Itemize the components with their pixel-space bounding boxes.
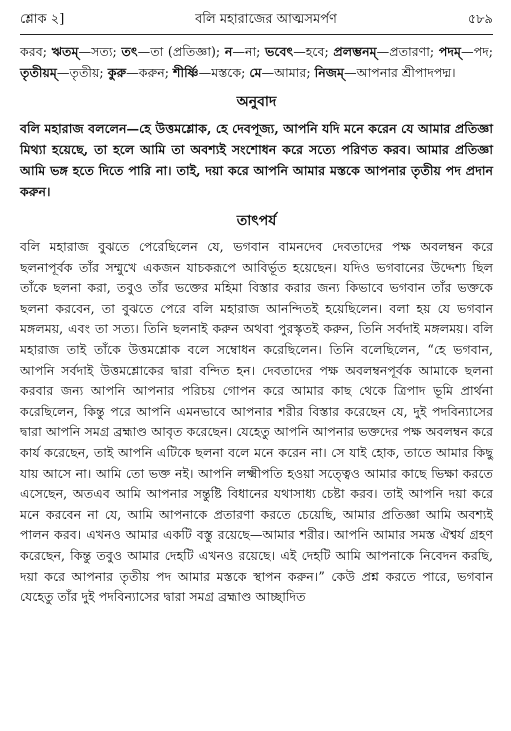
synonym-meaning: করব; <box>20 44 52 59</box>
chapter-title: বলি মহারাজের আত্মসমর্পণ <box>195 12 337 27</box>
synonym-word: শীর্ষ্ণি <box>173 65 199 80</box>
synonym-meaning: —আমার; <box>261 65 315 80</box>
synonym-word: তৎ <box>121 44 138 59</box>
purport-text: বলি মহারাজ বুঝতে পেরেছিলেন যে, ভগবান বামনদেব দেবতাদের পক্ষ অবলম্বন করে ছলনাপূর্বক তাঁর সম্মুখে একজন যাচকরূপে আবির্ভূত হয়েছেন। যদিও ভগবানের উদ্দেশ্য ছিল তাঁকে ছলনা করা, তবুও তাঁর ভক্তের মহিমা বিস্তার করার জন্য কিভাবে ভগবান তাঁর ভক্তকে ছলনা করবেন, তা বুঝতে পেরে বলি মহারাজ আনন্দিতই হয়েছিলেন। বলা হয় যে ভগবান মঙ্গলময়, এবং তা সত্য। তিনি ছলনাই করুন অথবা পুরস্কৃতই করুন, তিনি সর্বদাই মঙ্গলময়। বলি মহারাজ তাই তাঁকে উত্তমশ্লোক বলে সম্বোধন করেছিলেন। তিনি বলেছিলেন, “হে ভগবান, আপনি সর্বদাই উত্তমশ্লোকের দ্বারা বন্দিত হন। দেবতাদের পক্ষ অবলম্বনপূর্বক আমাকে ছলনা করবার জন্য আপনি আপনার পরিচয় গোপন করে আমার কাছ থেকে ত্রিপাদ ভূমি প্রার্থনা করেছিলেন, কিন্তু পরে আপনি এমনভাবে আপনার শরীর বিস্তার করেছেন যে, দুই পদবিন্যাসের দ্বারা আপনি সমগ্র ব্রহ্মাণ্ড আবৃত করেছেন। যেহেতু আপনি আপনার ভক্তদের পক্ষ অবলম্বন করে কার্য করেছেন, তাই আপনি এটিকে ছলনা বলে মনে করেন না। সে যাই হোক, তাতে আমার কিছু যায় আসে না। আমি তো ভক্ত নই। আপনি লক্ষ্মীপতি হওয়া সত্ত্বেও আমার কাছে ভিক্ষা করতে এসেছেন, অতএব আমি আপনার সন্তুষ্টি বিধানের যথাসাধ্য চেষ্টা করব। তাই আপনি দয়া করে মনে করবেন না যে, আমি আপনাকে প্রতারণা করতে চেয়েছি, আমার প্রতিজ্ঞা আমি অবশ্যই পালন করব। এখনও আমার একটি বস্তু রয়েছে—আমার শরীর। আপনি আমার সমস্ত ঐশ্বর্য গ্রহণ করেছেন, কিন্তু তবুও আমার দেহটি এখনও রয়েছে। এই দেহটি আমি আপনাকে নিবেদন করছি, দয়া করে আপনার তৃতীয় পদ আমার মস্তকে স্থাপন করুন।” কেউ প্রশ্ন করতে পারে, ভগবান যেহেতু তাঁর দুই পদবিন্যাসের দ্বারা সমগ্র ব্রহ্মাণ্ড আচ্ছাদিত <box>20 239 493 605</box>
synonym-word: তৃতীয়ম্ <box>20 65 57 80</box>
synonym-word: ন <box>224 44 233 59</box>
synonym-word: ভবেৎ <box>265 44 294 59</box>
synonym-meaning: —তৃতীয়; <box>56 65 108 80</box>
synonym-meaning: —আপনার শ্রীপাদপদ্ম। <box>344 65 456 80</box>
synonym-meaning: —না; <box>232 44 265 59</box>
synonym-meaning: —সত্য; <box>78 44 122 59</box>
synonym-meaning: —করুন; <box>126 65 174 80</box>
synonym-word: কুরু <box>107 65 127 80</box>
page-number: ৫৮৯ <box>467 12 493 27</box>
running-header <box>20 10 493 30</box>
synonym-meaning: —পদ; <box>460 44 493 59</box>
synonym-meaning: —তা (প্রতিজ্ঞা); <box>137 44 225 59</box>
synonym-meaning: —হবে; <box>293 44 334 59</box>
synonym-word: মে <box>249 65 262 80</box>
translation-heading: অনুবাদ <box>236 94 277 110</box>
purport-heading: তাৎপর্য <box>236 213 277 229</box>
verse-label: শ্লোক ২] <box>20 12 65 27</box>
translation-text: বলি মহারাজ বললেন—হে উত্তমশ্লোক, হে দেবপূজ্য, আপনি যদি মনে করেন যে আমার প্রতিজ্ঞা মিথ্যা হয়েছে, তা হলে আমি তা অবশ্যই সংশোধন করে সত্যে পরিণত করব। আমার প্রতিজ্ঞা আমি ভঙ্গ হতে দিতে পারি না। তাই, দয়া করে আপনি আমার মস্তকে আপনার তৃতীয় পদ প্রদান করুন। <box>20 121 493 199</box>
synonym-word: পদম্ <box>438 44 461 59</box>
synonym-word: প্রলম্ভনম্ <box>333 44 377 59</box>
synonym-word: ঋতম্ <box>51 44 79 59</box>
synonym-meaning: —প্রতারণা; <box>376 44 439 59</box>
synonym-meaning: —মস্তকে; <box>198 65 250 80</box>
synonyms-paragraph <box>20 41 493 83</box>
synonym-word: নিজম্ <box>314 65 344 80</box>
header-divider <box>20 34 493 35</box>
